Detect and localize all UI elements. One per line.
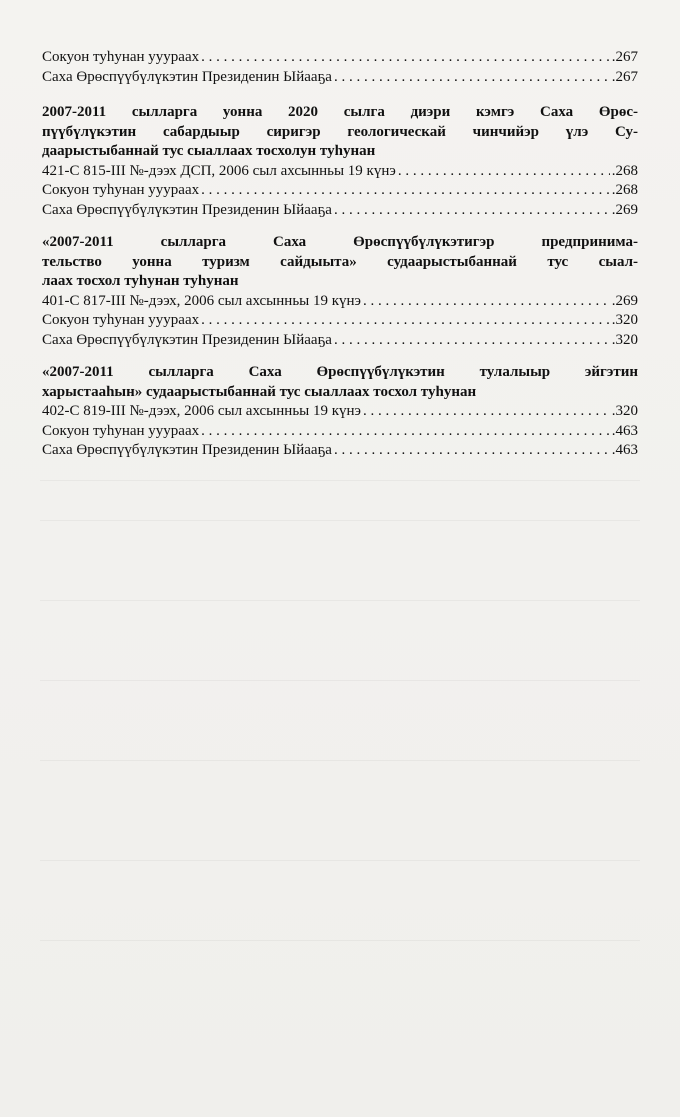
bleed-through-line [40, 760, 640, 761]
toc-entry-page: .268 [611, 162, 638, 179]
toc-entry [42, 441, 638, 461]
toc-entry-page: .320 [611, 312, 638, 328]
heading-line: «2007-2011 сылларга Саха Өрөспүүбүлүкэтин тулалыыр эйгэтин [42, 364, 638, 380]
bleed-through-line [40, 600, 640, 601]
dot-leader [398, 162, 610, 182]
section-heading [42, 233, 638, 292]
toc-entry [42, 402, 638, 422]
toc-entry-text: 402-С 819-III №-дээх, 2006 сыл ахсынньы 19 күнэ [42, 403, 361, 419]
heading-line: даарыстыбаннай тус сыаллаах тосхолун туһунан [42, 143, 376, 159]
toc-entry-page: .320 [611, 403, 638, 419]
toc-entry-text: Сокуон туһунан ууураах [42, 182, 200, 198]
toc-entry-text: Саха Өрөспүүбүлүкэтин Президенин Ыйааҕа [42, 442, 332, 458]
toc-entry-text: Сокуон туһунан ууураах [42, 312, 200, 328]
bleed-through-line [40, 860, 640, 861]
dot-leader [363, 292, 610, 312]
heading-line: тельство уонна туризм сайдыыта» судаарыстыбаннай тус сыал- [42, 253, 638, 270]
toc-entry-text: Саха Өрөспүүбүлүкэтин Президенин Ыйааҕа [42, 331, 332, 348]
toc-entry-page: .269 [611, 292, 638, 309]
dot-leader [334, 441, 610, 461]
toc-entry [42, 422, 638, 442]
toc-entry [42, 292, 638, 312]
toc-entry-text: Сокуон туһунан ууураах [42, 49, 200, 65]
toc-entry-text: Саха Өрөспүүбүлүкэтин Президенин Ыйааҕа [42, 201, 332, 218]
toc-entry-text: Сокуон туһунан ууураах [42, 422, 200, 439]
toc-entry-page: .268 [611, 182, 638, 198]
dot-leader [201, 311, 610, 331]
dot-leader [334, 68, 610, 88]
toc-entry-text: 401-С 817-III №-дээх, 2006 сыл ахсынньы 19 күнэ [42, 292, 361, 309]
toc-entry-page: .269 [611, 201, 638, 218]
toc-entry-text: Саха Өрөспүүбүлүкэтин Президенин Ыйааҕа [42, 68, 332, 85]
heading-line: 2007-2011 сылларга уонна 2020 сылга диэри кэмгэ Саха Өрөс- [42, 104, 638, 120]
toc-entry [42, 48, 638, 68]
toc-entry-page: .320 [611, 331, 638, 348]
heading-line: «2007-2011 сылларга Саха Өрөспүүбүлүкэтигэр предпринима- [42, 234, 638, 250]
dot-leader [363, 402, 610, 422]
dot-leader [334, 201, 610, 221]
toc-entry-page: .267 [611, 49, 638, 65]
toc-entry [42, 181, 638, 201]
bleed-through-line [40, 940, 640, 941]
toc-entry [42, 311, 638, 331]
dot-leader [201, 48, 610, 68]
section-heading [42, 103, 638, 162]
toc-entry-page: .463 [611, 442, 638, 458]
toc-entry-page: .463 [611, 422, 638, 439]
toc-entry [42, 331, 638, 351]
heading-line: пүүбүлүкэтин сабардыыр сиригэр геологическай чинчийэр үлэ Су- [42, 123, 638, 140]
dot-leader [201, 181, 610, 201]
toc-entry-text: 421-С 815-III №-дээх ДСП, 2006 сыл ахсынньы 19 күнэ [42, 162, 396, 179]
table-of-contents [42, 48, 638, 461]
heading-line: харыстааһын» судаарыстыбаннай тус сыаллаах тосхол туһунан [42, 383, 477, 400]
toc-entry [42, 162, 638, 182]
dot-leader [201, 422, 610, 442]
toc-entry [42, 201, 638, 221]
bleed-through-line [40, 680, 640, 681]
toc-entry-page: .267 [611, 68, 638, 85]
section-heading [42, 363, 638, 402]
heading-line: лаах тосхол туһунан туһунан [42, 273, 239, 289]
toc-entry [42, 68, 638, 88]
bleed-through-line [40, 520, 640, 521]
dot-leader [334, 331, 610, 351]
bleed-through-line [40, 480, 640, 481]
